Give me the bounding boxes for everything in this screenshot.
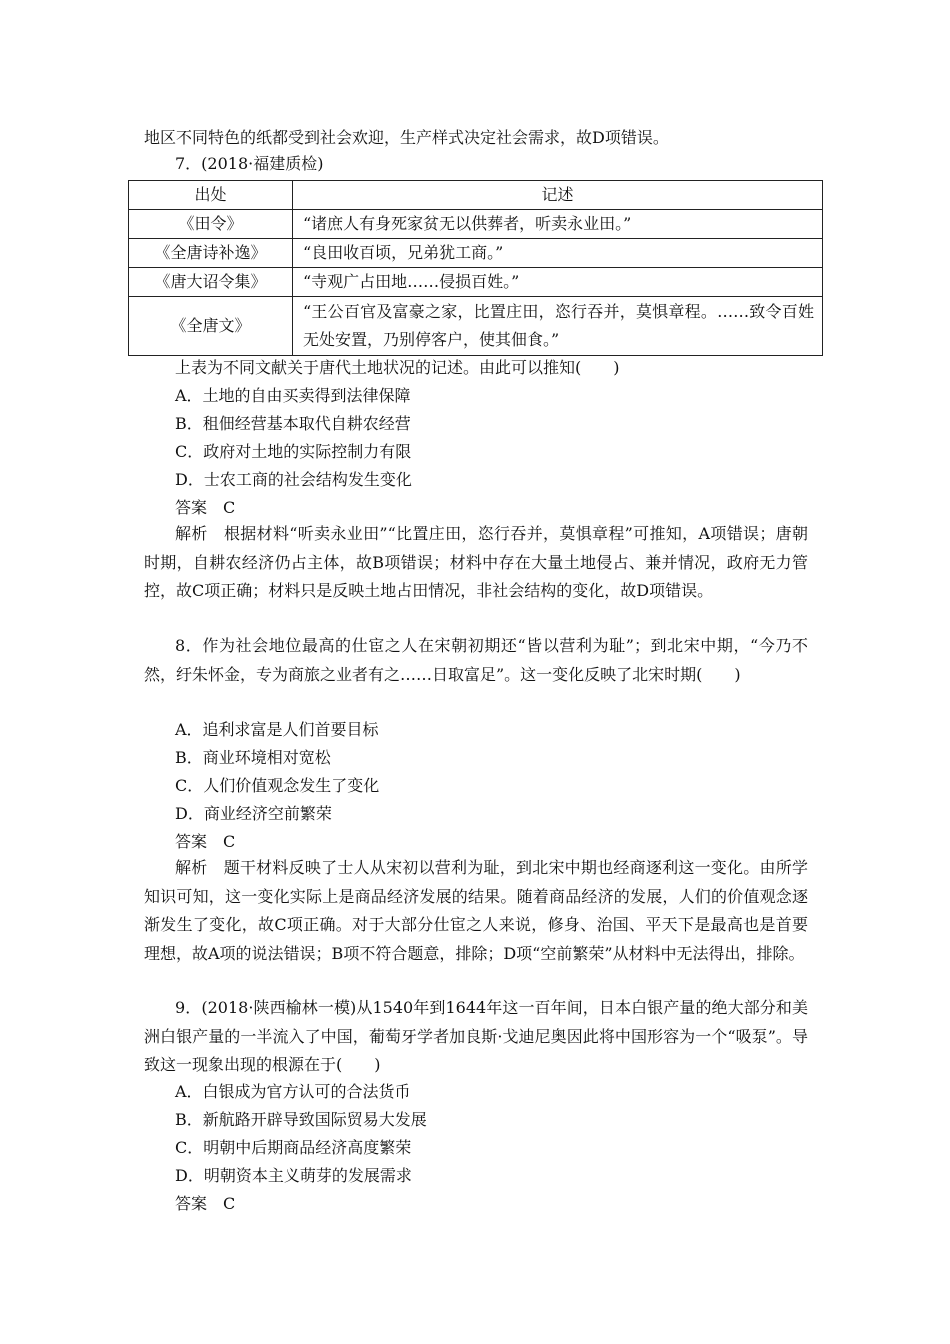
table-cell-text: “寺观广占田地……侵损百姓。”: [293, 268, 823, 297]
q9-option-d: D．明朝资本主义萌芽的发展需求: [175, 1166, 412, 1185]
q9-answer: 答案 C: [175, 1194, 236, 1213]
q8-option-c: C．人们价值观念发生了变化: [175, 776, 380, 795]
table-cell-source: 《全唐诗补逸》: [129, 239, 293, 268]
q9-option-c: C．明朝中后期商品经济高度繁荣: [175, 1138, 412, 1157]
intro-line: 地区不同特色的纸都受到社会欢迎，生产样式决定社会需求，故D项错误。: [144, 128, 669, 147]
table-row: [129, 268, 823, 297]
q7-option-c: C．政府对土地的实际控制力有限: [175, 442, 412, 461]
q8-option-d: D．商业经济空前繁荣: [175, 804, 332, 823]
q8-option-b: B．商业环境相对宽松: [175, 748, 331, 767]
q7-option-d: D．士农工商的社会结构发生变化: [175, 470, 412, 489]
q9-stem: 9．(2018·陕西榆林一模)从1540年到1644年这一百年间，日本白银产量的绝大部分和美洲白银产量的一半流入了中国，葡萄牙学者加良斯·戈迪尼奥因此将中国形容为一个“吸泵”。导致这一现象出现的根源在于( ): [144, 998, 808, 1074]
q9-option-a: A．白银成为官方认可的合法货币: [175, 1082, 411, 1101]
q9-option-b: B．新航路开辟导致国际贸易大发展: [175, 1110, 427, 1129]
table-cell-source: 《全唐文》: [129, 297, 293, 356]
q8-option-a: A．追利求富是人们首要目标: [175, 720, 379, 739]
table-cell-text: “诸庶人有身死家贫无以供葬者，听卖永业田。”: [293, 210, 823, 239]
q7-option-b: B．租佃经营基本取代自耕农经营: [175, 414, 411, 433]
q7-answer: 答案 C: [175, 498, 236, 517]
q8-analysis: 解析 题干材料反映了士人从宋初以营利为耻，到北宋中期也经商逐利这一变化。由所学知识可知，这一变化实际上是商品经济发展的结果。随着商品经济的发展，人们的价值观念逐渐发生了变化，故C项正确。对于大部分仕宦之人来说，修身、治国、平天下是最高也是首要理想，故A项的说法错误；B项不符合题意，排除；D项“空前繁荣”从材料中无法得出，排除。: [144, 858, 808, 963]
table-header-row: [129, 181, 823, 210]
table-header-source: 出处: [129, 181, 293, 210]
q7-table: [128, 180, 823, 356]
table-row: [129, 210, 823, 239]
q7-option-a: A．土地的自由买卖得到法律保障: [175, 386, 411, 405]
table-row: [129, 239, 823, 268]
table-header-text: 记述: [293, 181, 823, 210]
q7-heading: 7．(2018·福建质检): [175, 154, 324, 173]
q7-analysis: 解析 根据材料“听卖永业田”“比置庄田，恣行吞并，莫惧章程”可推知，A项错误；唐朝时期，自耕农经济仍占主体，故B项错误；材料中存在大量土地侵占、兼并情况，政府无力管控，故C项正确；材料只是反映土地占田情况，非社会结构的变化，故D项错误。: [144, 524, 808, 600]
table-cell-text: “王公百官及富豪之家，比置庄田，恣行吞并，莫惧章程。……致令百姓无处安置，乃别停客户，使其佃食。”: [293, 297, 823, 356]
q8-stem: 8．作为社会地位最高的仕宦之人在宋朝初期还“皆以营利为耻”；到北宋中期，“今乃不然，纡朱怀金，专为商旅之业者有之……日取富足”。这一变化反映了北宋时期( ): [144, 636, 808, 684]
table-cell-source: 《田令》: [129, 210, 293, 239]
table-cell-text: “良田收百顷，兄弟犹工商。”: [293, 239, 823, 268]
q8-answer: 答案 C: [175, 832, 236, 851]
q7-stem: 上表为不同文献关于唐代土地状况的记述。由此可以推知( ): [175, 358, 620, 377]
table-cell-source: 《唐大诏令集》: [129, 268, 293, 297]
table-row: [129, 297, 823, 356]
